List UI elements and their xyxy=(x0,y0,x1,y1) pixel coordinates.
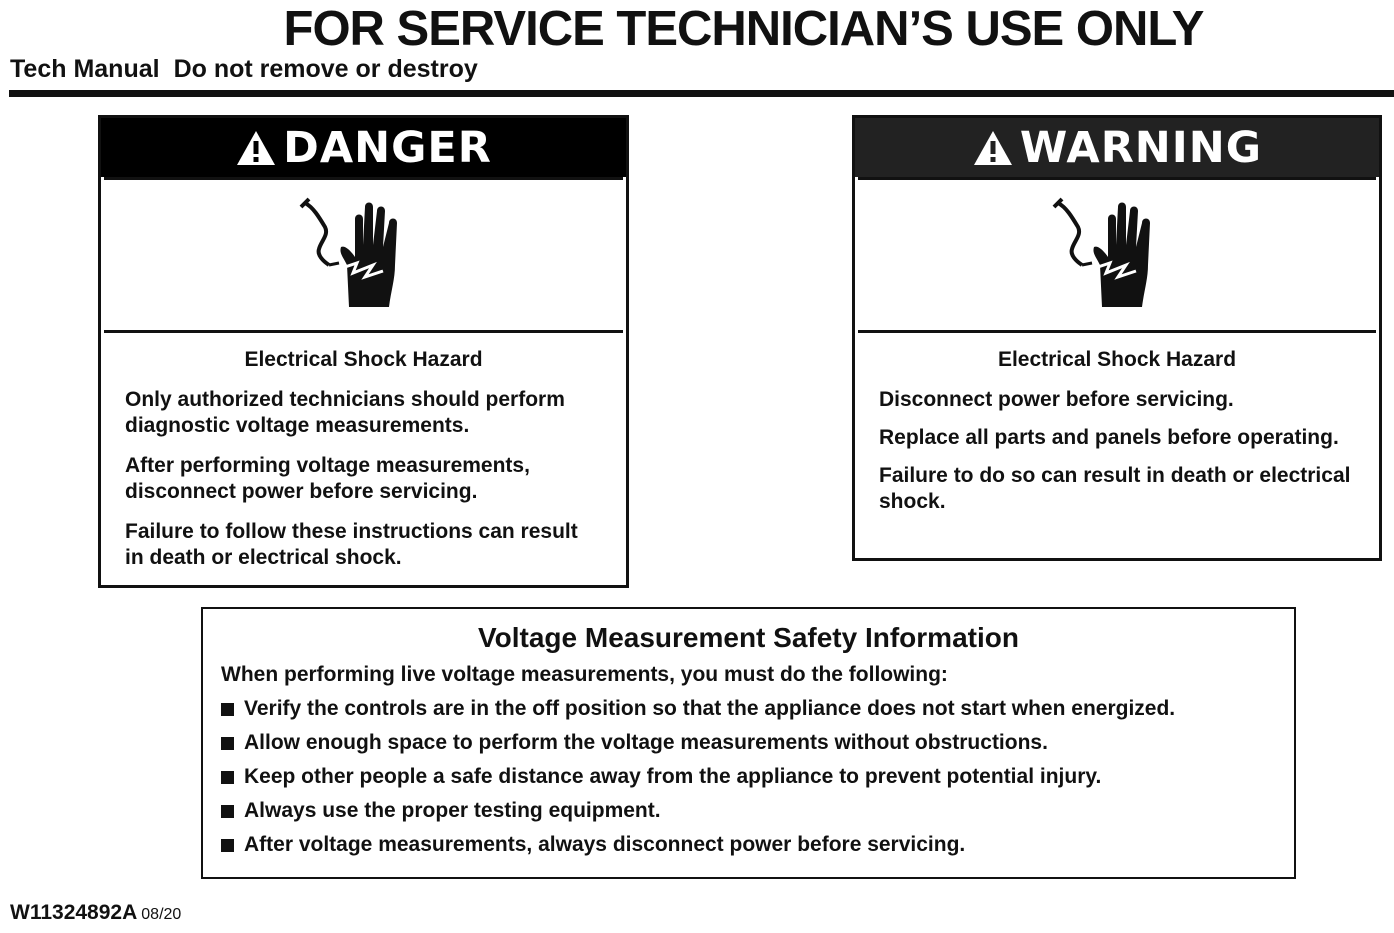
safety-list xyxy=(221,695,1276,859)
list-item xyxy=(221,831,1276,859)
danger-label: DANGER xyxy=(283,122,492,173)
bullet-square-icon xyxy=(221,703,234,716)
page-title: FOR SERVICE TECHNICIAN’S USE ONLY xyxy=(283,2,1204,56)
list-item-text: Allow enough space to perform the voltage measurements without obstructions. xyxy=(244,731,1048,754)
list-item-text: Keep other people a safe distance away from the appliance to prevent potential injury. xyxy=(244,765,1102,788)
list-item xyxy=(221,763,1276,791)
bullet-square-icon xyxy=(221,737,234,750)
safety-intro: When performing live voltage measurements, you must do the following: xyxy=(221,663,948,686)
list-item-text: Always use the proper testing equipment. xyxy=(244,799,661,822)
part-number: W11324892A xyxy=(10,901,138,924)
danger-paragraph: Failure to follow these instructions can result in death or electrical shock. xyxy=(125,520,578,569)
header-rule xyxy=(9,90,1394,97)
danger-pictogram xyxy=(104,177,623,333)
warning-heading: Electrical Shock Hazard xyxy=(997,348,1237,371)
danger-header xyxy=(101,118,626,177)
revision-date: 08/20 xyxy=(141,906,182,923)
danger-panel xyxy=(98,115,629,588)
bullet-square-icon xyxy=(221,771,234,784)
subtitle-manual: Tech Manual xyxy=(10,55,160,83)
subtitle xyxy=(10,55,478,83)
list-item-text: Verify the controls are in the off position so that the appliance does not start when energized. xyxy=(244,697,1176,720)
electric-shock-hand-icon xyxy=(1052,195,1182,315)
list-item-text: After voltage measurements, always disconnect power before servicing. xyxy=(244,833,966,856)
list-item xyxy=(221,797,1276,825)
list-item xyxy=(221,729,1276,757)
safety-title: Voltage Measurement Safety Information xyxy=(478,622,1019,653)
bullet-square-icon xyxy=(221,805,234,818)
list-item xyxy=(221,695,1276,723)
bullet-square-icon xyxy=(221,839,234,852)
safety-info-box xyxy=(201,607,1296,879)
warning-triangle-icon xyxy=(235,129,277,167)
warning-paragraph: Replace all parts and panels before operating. xyxy=(879,426,1339,449)
electric-shock-hand-icon xyxy=(299,195,429,315)
warning-label: WARNING xyxy=(1019,122,1263,173)
subtitle-note: Do not remove or destroy xyxy=(173,55,478,83)
warning-triangle-icon xyxy=(972,129,1014,167)
warning-panel xyxy=(852,115,1382,561)
danger-paragraph: After performing voltage measurements, disconnect power before servicing. xyxy=(125,454,530,503)
warning-header xyxy=(855,118,1379,177)
danger-heading: Electrical Shock Hazard xyxy=(244,348,483,371)
warning-pictogram xyxy=(858,177,1376,333)
warning-paragraph: Disconnect power before servicing. xyxy=(879,388,1234,411)
warning-paragraph: Failure to do so can result in death or electrical shock. xyxy=(879,464,1351,513)
danger-paragraph: Only authorized technicians should perform diagnostic voltage measurements. xyxy=(125,388,565,437)
footer xyxy=(10,901,181,925)
